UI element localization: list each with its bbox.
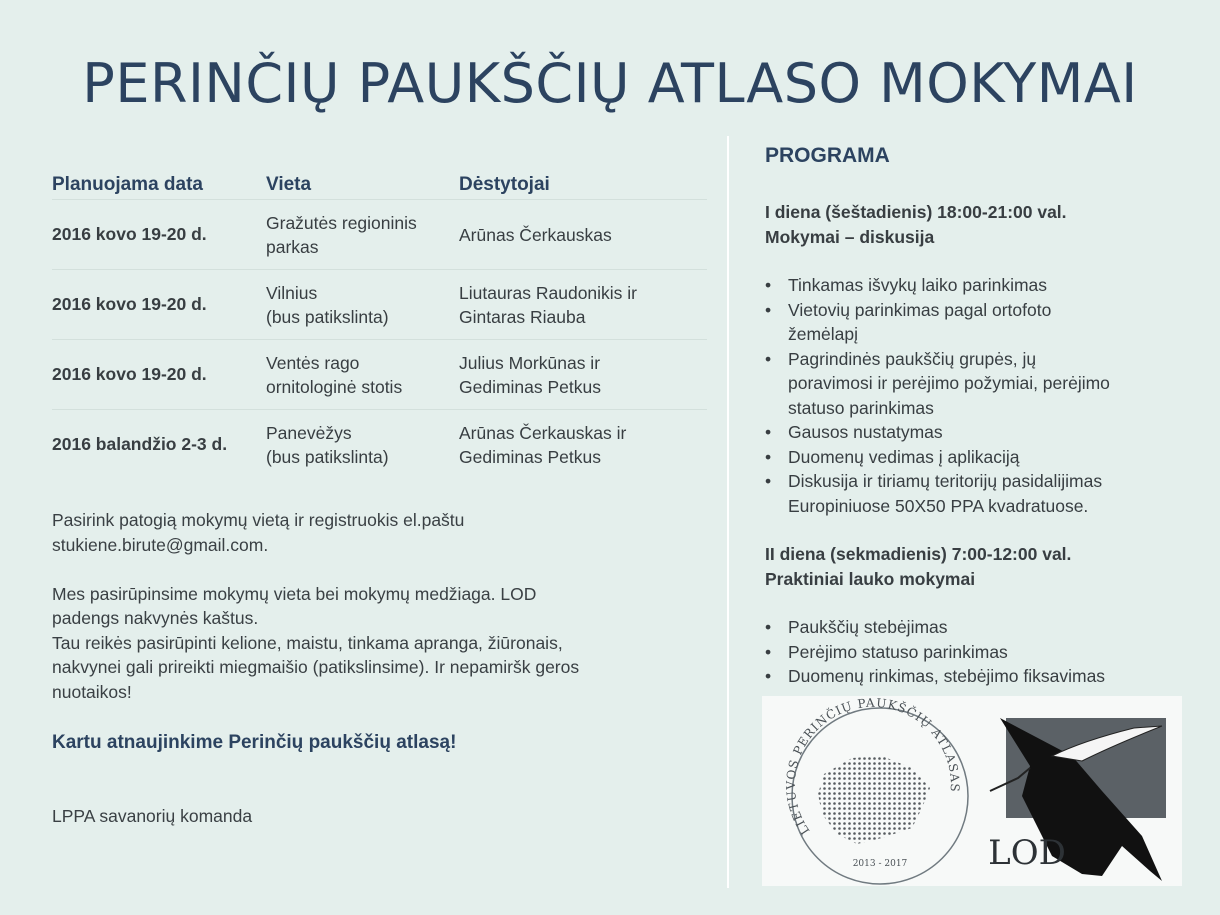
table-header (52, 162, 707, 200)
place-line: (bus patikslinta) (266, 446, 389, 467)
list-item: • Duomenų vedimas į aplikaciją (765, 445, 1185, 470)
row-date: 2016 kovo 19-20 d. (52, 364, 207, 384)
logos-panel (762, 696, 1182, 886)
atlas-seal-logo (784, 696, 968, 884)
info-line: padengs nakvynės kaštus. (52, 608, 259, 628)
place-line: ornitologinė stotis (266, 376, 403, 397)
place-line: (bus patikslinta) (266, 306, 389, 327)
day2-subtitle: Praktiniai lauko mokymai (765, 568, 976, 589)
row-teachers (459, 223, 707, 247)
teacher-line: Julius Morkūnas ir (459, 352, 601, 373)
logos-graphic (762, 696, 1182, 886)
schedule-table (52, 162, 707, 479)
row-date: 2016 kovo 19-20 d. (52, 294, 207, 314)
row-place (266, 421, 459, 469)
atlas-seal-text: LIETUVOS PERINČIŲ PAUKŠČIŲ ATLASAS (783, 696, 963, 838)
team-signature: LPPA savanorių komanda (52, 806, 253, 826)
place-line: Ventės rago (266, 352, 360, 373)
table-row (52, 200, 707, 270)
header-date: Planuojama data (52, 174, 203, 195)
list-item: • Gausos nustatymas (765, 420, 1185, 445)
table-row (52, 340, 707, 410)
place-line: Panevėžys (266, 422, 352, 443)
row-teachers (459, 421, 707, 469)
header-place: Vieta (266, 174, 312, 195)
lod-text: LOD (988, 833, 1066, 873)
info-line: nakvynei gali prireikti miegmaišio (patikslinsime). Ir nepamiršk geros (52, 657, 580, 677)
header-teachers: Dėstytojai (459, 174, 550, 195)
place-line: parkas (266, 236, 319, 257)
email-link[interactable]: stukiene.birute@gmail.com. (52, 534, 269, 555)
list-item: • Perėjimo statuso parinkimas (765, 640, 1185, 665)
row-place (266, 281, 459, 329)
row-date: 2016 balandžio 2-3 d. (52, 434, 228, 454)
row-place (266, 211, 459, 259)
place-line: Gražutės regioninis (266, 212, 417, 233)
slogan: Kartu atnaujinkime Perinčių paukščių atlasą! (52, 732, 457, 753)
teacher-line: Arūnas Čerkauskas ir (459, 422, 627, 443)
row-place (266, 351, 459, 399)
info-line: Pasirink patogią mokymų vietą ir registruokis el.paštu (52, 510, 465, 530)
list-item: • Paukščių stebėjimas (765, 615, 1185, 640)
list-item: • Tinkamas išvykų laiko parinkimas (765, 273, 1185, 298)
program-title: PROGRAMA (765, 144, 890, 167)
row-teachers (459, 281, 707, 329)
day2-heading (765, 542, 1185, 591)
day1-subtitle: Mokymai – diskusija (765, 226, 935, 247)
place-line: Vilnius (266, 282, 318, 303)
list-item: • Vietovių parinkimas pagal ortofoto žemėlapį (765, 298, 1185, 347)
day2-time: II diena (sekmadienis) 7:00-12:00 val. (765, 544, 1072, 564)
page-title: PERINČIŲ PAUKŠČIŲ ATLASO MOKYMAI (82, 52, 1138, 115)
day1-heading (765, 200, 1185, 249)
program-section (765, 144, 1185, 713)
info-line: Tau reikės pasirūpinti kelione, maistu, tinkama apranga, žiūronais, (52, 632, 563, 653)
info-line: Mes pasirūpinsime mokymų vieta bei mokymų medžiaga. LOD (52, 583, 537, 604)
teacher-line: Arūnas Čerkauskas (459, 224, 612, 245)
teacher-line: Liutauras Raudonikis ir (459, 282, 638, 303)
list-item: • Diskusija ir tiriamų teritorijų pasidalijimas Europiniuose 50X50 PPA kvadratuose. (765, 469, 1185, 518)
teacher-line: Gediminas Petkus (459, 376, 602, 397)
row-teachers (459, 351, 707, 399)
day2-list (765, 615, 1185, 689)
list-item: • Duomenų rinkimas, stebėjimo fiksavimas (765, 664, 1185, 689)
teacher-line: Gediminas Petkus (459, 446, 602, 467)
row-date: 2016 kovo 19-20 d. (52, 224, 207, 244)
info-line: nuotaikos! (52, 681, 132, 702)
lod-stork-logo (988, 718, 1166, 881)
day1-list (765, 273, 1185, 518)
table-row (52, 410, 707, 479)
table-row (52, 270, 707, 340)
teacher-line: Gintaras Riauba (459, 306, 586, 327)
atlas-seal-years: 2013 - 2017 (852, 859, 908, 869)
day1-time: I diena (šeštadienis) 18:00-21:00 val. (765, 202, 1067, 222)
info-text (52, 508, 702, 704)
list-item: • Pagrindinės paukščių grupės, jų poravimosi ir perėjimo požymiai, perėjimo statuso parinkimas (765, 347, 1185, 421)
column-divider (727, 136, 729, 888)
